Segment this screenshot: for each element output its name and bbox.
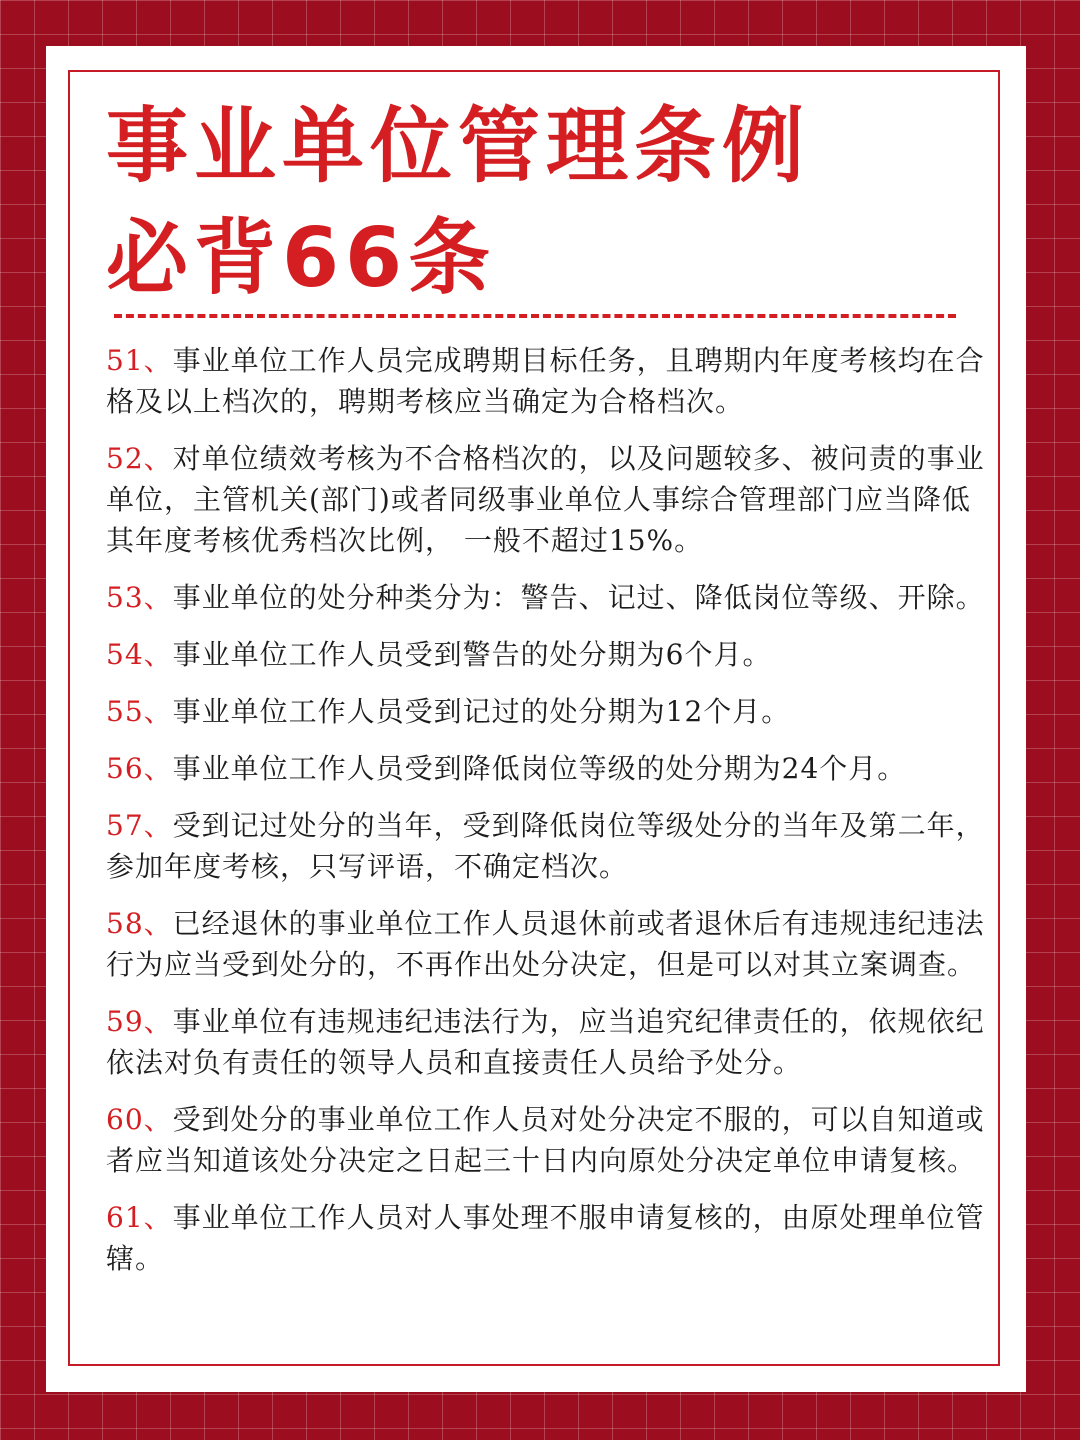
article-text: 已经退休的事业单位工作人员退休前或者退休后有违规违纪违法行为应当受到处分的，不再作出处分决定，但是可以对其立案调查。 (106, 907, 985, 981)
article-list (106, 340, 986, 1295)
list-item (106, 903, 986, 985)
article-text: 事业单位工作人员受到警告的处分期为6个月。 (172, 638, 772, 671)
list-item (106, 340, 986, 422)
article-number: 51、 (106, 344, 173, 377)
article-number: 56、 (106, 752, 173, 785)
list-item (106, 577, 986, 618)
article-text: 事业单位工作人员完成聘期目标任务，且聘期内年度考核均在合格及以上档次的，聘期考核应当确定为合格档次。 (106, 344, 985, 418)
article-number: 60、 (106, 1103, 173, 1136)
list-item (106, 1099, 986, 1181)
article-text: 事业单位有违规违纪违法行为，应当追究纪律责任的，依规依纪依法对负有责任的领导人员和直接责任人员给予处分。 (106, 1005, 985, 1079)
article-text: 对单位绩效考核为不合格档次的，以及问题较多、被问责的事业单位，主管机关(部门)或者同级事业单位人事综合管理部门应当降低其年度考核优秀档次比例， 一般不超过15%。 (106, 442, 985, 557)
article-number: 59、 (106, 1005, 173, 1038)
article-number: 61、 (106, 1201, 173, 1234)
article-number: 58、 (106, 907, 173, 940)
list-item (106, 438, 986, 561)
content-card (46, 46, 1026, 1392)
list-item (106, 691, 986, 732)
list-item (106, 1197, 986, 1279)
list-item (106, 805, 986, 887)
article-number: 53、 (106, 581, 173, 614)
article-number: 55、 (106, 695, 173, 728)
article-text: 事业单位工作人员对人事处理不服申请复核的，由原处理单位管辖。 (106, 1201, 985, 1275)
dashed-divider (114, 314, 956, 318)
article-number: 52、 (106, 442, 173, 475)
article-text: 事业单位工作人员受到记过的处分期为12个月。 (172, 695, 791, 728)
list-item (106, 748, 986, 789)
article-number: 57、 (106, 809, 173, 842)
list-item (106, 1001, 986, 1083)
article-text: 事业单位工作人员受到降低岗位等级的处分期为24个月。 (172, 752, 907, 785)
page-title-line2: 必背66条 (106, 211, 497, 306)
page-title-line1: 事业单位管理条例 (106, 99, 811, 194)
article-number: 54、 (106, 638, 173, 671)
article-text: 事业单位的处分种类分为：警告、记过、降低岗位等级、开除。 (172, 581, 985, 614)
list-item (106, 634, 986, 675)
article-text: 受到处分的事业单位工作人员对处分决定不服的，可以自知道或者应当知道该处分决定之日起三十日内向原处分决定单位申请复核。 (106, 1103, 985, 1177)
article-text: 受到记过处分的当年，受到降低岗位等级处分的当年及第二年，参加年度考核，只写评语，不确定档次。 (106, 809, 985, 883)
